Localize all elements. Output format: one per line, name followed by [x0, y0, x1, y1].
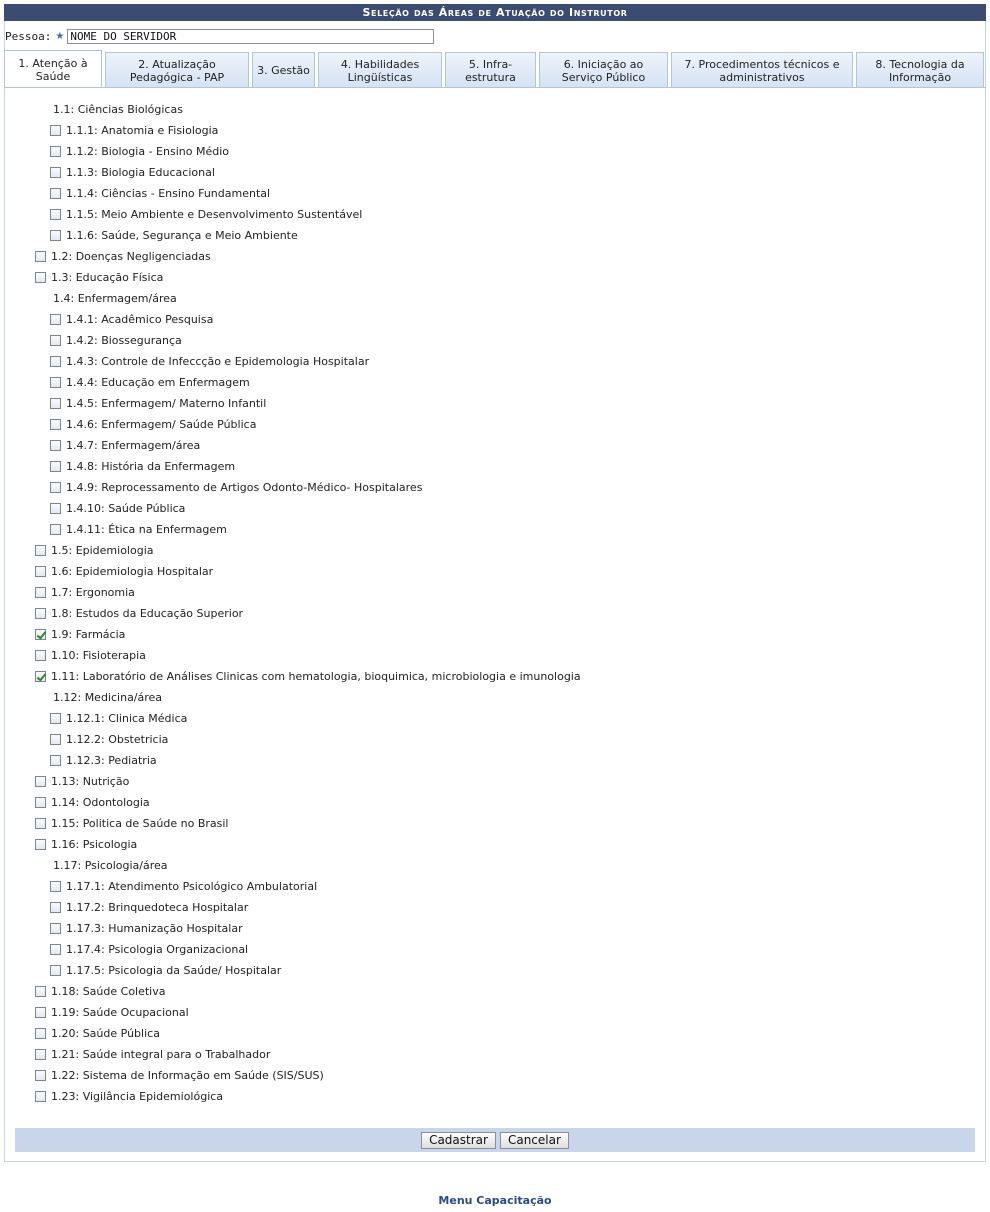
- pessoa-input[interactable]: [67, 29, 434, 44]
- checkbox[interactable]: [35, 839, 46, 850]
- checkbox[interactable]: [50, 356, 61, 367]
- area-label: 1.4.5: Enfermagem/ Materno Infantil: [66, 396, 267, 410]
- checkbox[interactable]: [35, 1070, 46, 1081]
- area-label: 1.17.5: Psicologia da Saúde/ Hospitalar: [66, 963, 282, 977]
- checkbox[interactable]: [50, 440, 61, 451]
- tab-habilidades-linguisticas[interactable]: 4. Habilidades Lingüísticas: [318, 52, 442, 88]
- area-option[interactable]: [50, 162, 215, 182]
- area-label: 1.1.4: Ciências - Ensino Fundamental: [66, 186, 271, 200]
- area-label: 1.12: Medicina/área: [53, 690, 163, 704]
- area-label: 1.13: Nutrição: [51, 774, 130, 788]
- page-title: Seleção das Áreas de Atuação do Instrutor: [4, 4, 986, 21]
- area-label: 1.11: Laboratório de Análises Clinicas com hematologia, bioquimica, microbiologia e imunologia: [51, 669, 581, 683]
- area-option[interactable]: [35, 1065, 324, 1085]
- checkbox[interactable]: [35, 587, 46, 598]
- checkbox[interactable]: [50, 713, 61, 724]
- area-label: 1.6: Epidemiologia Hospitalar: [51, 564, 214, 578]
- area-option[interactable]: [50, 351, 369, 371]
- area-label: 1.12.2: Obstetricia: [66, 732, 169, 746]
- checkbox[interactable]: [50, 188, 61, 199]
- tab-infra-estrutura[interactable]: 5. Infra-estrutura: [445, 52, 536, 88]
- area-option[interactable]: [50, 960, 281, 980]
- area-label: 1.1.2: Biologia - Ensino Médio: [66, 144, 229, 158]
- area-label: 1.22: Sistema de Informação em Saúde (SIS/SUS): [51, 1068, 324, 1082]
- area-option[interactable]: [35, 603, 243, 623]
- checkbox[interactable]: [50, 755, 61, 766]
- area-option[interactable]: [35, 582, 135, 602]
- checkbox[interactable]: [35, 776, 46, 787]
- area-option[interactable]: [35, 1086, 223, 1106]
- cancelar-button[interactable]: Cancelar: [500, 1132, 569, 1149]
- checkbox[interactable]: [50, 125, 61, 136]
- area-label: 1.4.1: Acadêmico Pesquisa: [66, 312, 214, 326]
- checkbox[interactable]: [35, 545, 46, 556]
- checkbox[interactable]: [50, 461, 61, 472]
- checkbox[interactable]: [35, 986, 46, 997]
- checkbox[interactable]: [35, 1091, 46, 1102]
- area-option[interactable]: [50, 876, 317, 896]
- checkbox[interactable]: [50, 314, 61, 325]
- area-label: 1.20: Saúde Pública: [51, 1026, 160, 1040]
- checkbox[interactable]: [35, 1049, 46, 1060]
- area-label: 1.17.4: Psicologia Organizacional: [66, 942, 249, 956]
- tab-procedimentos-tecnicos[interactable]: 7. Procedimentos técnicos e administrativos: [671, 52, 853, 88]
- tab-tecnologia-informacao[interactable]: 8. Tecnologia da Informação: [856, 52, 984, 88]
- area-label: 1.4.9: Reprocessamento de Artigos Odonto-Médico- Hospitalares: [66, 480, 423, 494]
- checkbox[interactable]: [50, 398, 61, 409]
- area-option[interactable]: [50, 435, 200, 455]
- checkbox-checked[interactable]: [35, 629, 46, 640]
- area-option[interactable]: [50, 414, 256, 434]
- checkbox[interactable]: [50, 902, 61, 913]
- area-label: 1.4.2: Biossegurança: [66, 333, 182, 347]
- required-star-icon: ★: [55, 30, 65, 42]
- area-option[interactable]: [50, 309, 213, 329]
- tab-atualizacao-pedagogica[interactable]: 2. Atualização Pedagógica - PAP: [105, 52, 249, 88]
- area-label: 1.4: Enfermagem/área: [53, 291, 177, 305]
- checkbox[interactable]: [35, 566, 46, 577]
- area-option[interactable]: [35, 561, 213, 581]
- area-option[interactable]: [50, 372, 250, 392]
- area-option[interactable]: [50, 183, 270, 203]
- area-label: 1.17.3: Humanização Hospitalar: [66, 921, 243, 935]
- checkbox[interactable]: [50, 335, 61, 346]
- area-option[interactable]: [50, 393, 266, 413]
- area-option[interactable]: [35, 267, 163, 287]
- area-label: 1.21: Saúde integral para o Trabalhador: [51, 1047, 271, 1061]
- checkbox[interactable]: [50, 923, 61, 934]
- area-option[interactable]: [50, 750, 157, 770]
- checkbox[interactable]: [35, 1007, 46, 1018]
- checkbox[interactable]: [35, 797, 46, 808]
- area-option[interactable]: [50, 204, 362, 224]
- area-label: 1.18: Saúde Coletiva: [51, 984, 166, 998]
- area-option[interactable]: [50, 729, 168, 749]
- area-label: 1.4.8: História da Enfermagem: [66, 459, 236, 473]
- tab-iniciacao-servico-publico[interactable]: 6. Iniciação ao Serviço Público: [539, 52, 668, 88]
- checkbox[interactable]: [50, 881, 61, 892]
- area-option[interactable]: [50, 120, 218, 140]
- area-option[interactable]: [35, 1044, 270, 1064]
- area-label: 1.12.3: Pediatria: [66, 753, 157, 767]
- checkbox[interactable]: [50, 965, 61, 976]
- area-label: 1.1: Ciências Biológicas: [53, 102, 183, 116]
- checkbox[interactable]: [50, 482, 61, 493]
- pessoa-row: [5, 27, 434, 45]
- area-label: 1.17.2: Brinquedoteca Hospitalar: [66, 900, 249, 914]
- area-label: 1.17.1: Atendimento Psicológico Ambulatorial: [66, 879, 318, 893]
- area-option[interactable]: [50, 456, 235, 476]
- area-option[interactable]: [35, 1002, 189, 1022]
- area-group-heading: [53, 687, 162, 707]
- area-label: 1.19: Saúde Ocupacional: [51, 1005, 189, 1019]
- area-label: 1.1.3: Biologia Educacional: [66, 165, 215, 179]
- area-group-heading: [53, 288, 177, 308]
- checkbox[interactable]: [35, 251, 46, 262]
- area-group-heading: [53, 99, 183, 119]
- area-option[interactable]: [35, 246, 211, 266]
- area-label: 1.4.10: Saúde Pública: [66, 501, 186, 515]
- tab-atencao-saude[interactable]: 1. Atenção à Saúde: [4, 50, 102, 88]
- checkbox[interactable]: [50, 503, 61, 514]
- checkbox-checked[interactable]: [35, 671, 46, 682]
- form-actions: [15, 1128, 975, 1152]
- area-label: 1.16: Psicologia: [51, 837, 138, 851]
- area-label: 1.8: Estudos da Educação Superior: [51, 606, 244, 620]
- area-option[interactable]: [35, 666, 581, 686]
- area-label: 1.4.4: Educação em Enfermagem: [66, 375, 250, 389]
- menu-capacitacao-link[interactable]: Menu Capacitação: [438, 1194, 552, 1207]
- area-option[interactable]: [50, 141, 229, 161]
- area-label: 1.15: Politica de Saúde no Brasil: [51, 816, 229, 830]
- checkbox[interactable]: [35, 608, 46, 619]
- area-option[interactable]: [35, 540, 154, 560]
- checkbox[interactable]: [50, 377, 61, 388]
- area-label: 1.4.6: Enfermagem/ Saúde Pública: [66, 417, 257, 431]
- checkbox[interactable]: [50, 734, 61, 745]
- area-option[interactable]: [50, 897, 248, 917]
- cadastrar-button[interactable]: Cadastrar: [421, 1132, 496, 1149]
- area-label: 1.1.1: Anatomia e Fisiologia: [66, 123, 219, 137]
- checkbox[interactable]: [35, 650, 46, 661]
- area-option[interactable]: [50, 498, 185, 518]
- area-option[interactable]: [35, 771, 129, 791]
- area-label: 1.1.6: Saúde, Segurança e Meio Ambiente: [66, 228, 298, 242]
- area-option[interactable]: [50, 708, 187, 728]
- checkbox[interactable]: [35, 1028, 46, 1039]
- area-option[interactable]: [50, 477, 422, 497]
- area-label: 1.4.7: Enfermagem/área: [66, 438, 201, 452]
- tab-bar: [4, 52, 986, 88]
- area-option[interactable]: [35, 645, 146, 665]
- checkbox[interactable]: [35, 272, 46, 283]
- area-label: 1.2: Doenças Negligenciadas: [51, 249, 211, 263]
- area-label: 1.1.5: Meio Ambiente e Desenvolvimento Sustentável: [66, 207, 363, 221]
- area-option[interactable]: [35, 813, 228, 833]
- area-option[interactable]: [50, 519, 227, 539]
- area-label: 1.7: Ergonomia: [51, 585, 135, 599]
- tab-panel: [4, 87, 986, 1162]
- area-option[interactable]: [35, 624, 125, 644]
- tab-gestao[interactable]: 3. Gestão: [252, 52, 315, 88]
- area-label: 1.12.1: Clinica Médica: [66, 711, 188, 725]
- area-label: 1.23: Vigilância Epidemiológica: [51, 1089, 224, 1103]
- pessoa-label: Pessoa:: [5, 29, 52, 43]
- area-label: 1.4.11: Ética na Enfermagem: [66, 522, 227, 536]
- checkbox[interactable]: [50, 944, 61, 955]
- checkbox[interactable]: [50, 209, 61, 220]
- checkbox[interactable]: [50, 230, 61, 241]
- checkbox[interactable]: [50, 419, 61, 430]
- checkbox[interactable]: [35, 818, 46, 829]
- area-option[interactable]: [50, 225, 298, 245]
- area-option[interactable]: [35, 981, 166, 1001]
- checkbox[interactable]: [50, 524, 61, 535]
- area-option[interactable]: [50, 939, 248, 959]
- area-label: 1.4.3: Controle de Infeccção e Epidemologia Hospitalar: [66, 354, 370, 368]
- area-option[interactable]: [35, 792, 150, 812]
- area-group-heading: [53, 855, 168, 875]
- area-option[interactable]: [50, 330, 182, 350]
- area-label: 1.3: Educação Física: [51, 270, 164, 284]
- area-option[interactable]: [50, 918, 243, 938]
- checkbox[interactable]: [50, 167, 61, 178]
- area-label: 1.14: Odontologia: [51, 795, 150, 809]
- area-option[interactable]: [35, 1023, 160, 1043]
- area-label: 1.9: Farmácia: [51, 627, 126, 641]
- area-label: 1.10: Fisioterapia: [51, 648, 146, 662]
- area-label: 1.17: Psicologia/área: [53, 858, 168, 872]
- checkbox[interactable]: [50, 146, 61, 157]
- area-label: 1.5: Epidemiologia: [51, 543, 154, 557]
- area-option[interactable]: [35, 834, 137, 854]
